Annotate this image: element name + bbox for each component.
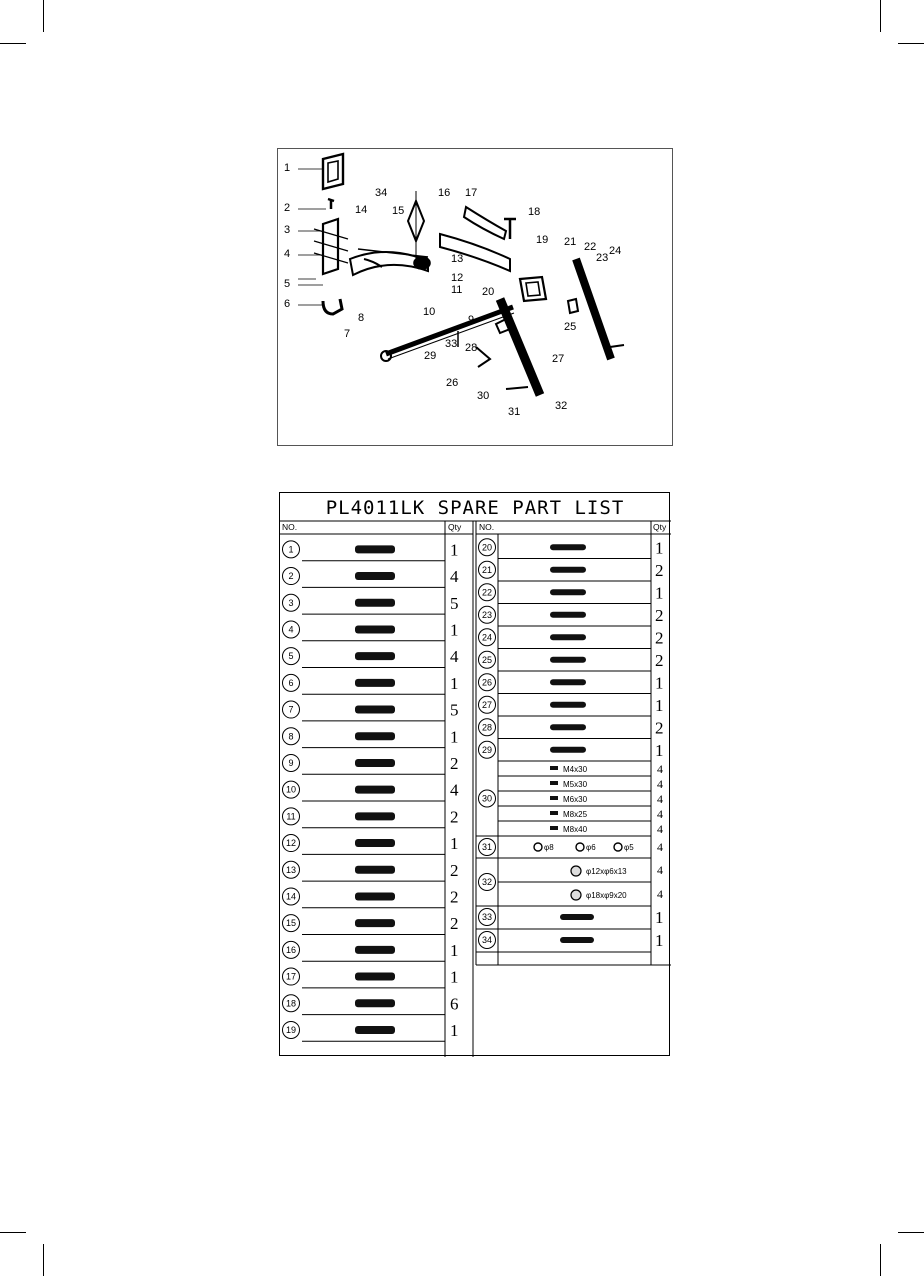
callout-number: 32 — [555, 400, 568, 412]
part-qty: 4 — [450, 647, 459, 667]
bushing-icon — [571, 866, 581, 876]
callout-number: 4 — [284, 248, 291, 260]
bushing-icon — [571, 890, 581, 900]
bushing-spec: φ12xφ6x13 — [586, 867, 627, 876]
part-number: 24 — [481, 632, 493, 643]
part-icon — [355, 892, 395, 900]
screw-icon — [550, 811, 558, 815]
part-qty: 1 — [655, 908, 664, 927]
part-number: 6 — [288, 677, 294, 688]
part-number: 14 — [285, 891, 297, 902]
callout-number: 31 — [508, 406, 521, 418]
part-qty: 2 — [655, 628, 664, 648]
part-icon — [355, 839, 395, 847]
part-row-22 — [479, 583, 664, 602]
part-icon — [355, 679, 395, 687]
part-number: 4 — [288, 624, 294, 635]
washer-qty: 4 — [657, 840, 663, 854]
washer-icon — [614, 843, 622, 851]
part-row-18 — [283, 994, 459, 1013]
part-row-28 — [479, 718, 664, 737]
part-icon — [355, 786, 395, 794]
washer-spec: φ8 — [544, 843, 554, 852]
part-number: 32 — [481, 877, 493, 887]
part-number: 16 — [285, 944, 297, 955]
screw-qty: 4 — [657, 807, 663, 821]
part-qty: 1 — [450, 727, 459, 747]
callout-number: 11 — [451, 284, 463, 296]
part-number: 26 — [481, 677, 493, 688]
part-number: 5 — [288, 651, 294, 662]
callout-number: 24 — [609, 245, 622, 257]
callout-number: 33 — [445, 338, 458, 350]
screw-icon — [550, 766, 558, 770]
part-qty: 2 — [450, 753, 459, 773]
part-row-14 — [283, 887, 459, 906]
header-no: NO. — [479, 522, 495, 532]
part-icon — [550, 724, 586, 730]
part-row-2 — [283, 567, 460, 586]
part-qty: 1 — [655, 538, 664, 558]
crop-mark — [880, 0, 881, 32]
part-icon — [550, 544, 586, 550]
part-number: 18 — [285, 998, 297, 1009]
part-icon — [550, 589, 586, 595]
screw-qty: 4 — [657, 822, 663, 836]
part-number: 17 — [285, 971, 297, 982]
part-row-19 — [283, 1021, 459, 1040]
callout-number: 1 — [284, 162, 291, 174]
part-qty: 5 — [450, 593, 459, 613]
callout-numbers — [284, 162, 621, 418]
part-row-15 — [283, 914, 459, 933]
screw-spec: M4x30 — [563, 765, 588, 774]
part-icon — [355, 572, 395, 580]
part-qty: 2 — [655, 560, 664, 580]
screw-spec: M8x25 — [563, 810, 588, 819]
screw-spec: M8x40 — [563, 825, 588, 834]
part-icon — [355, 1026, 395, 1034]
part-row-11 — [283, 807, 459, 826]
part-qty: 2 — [655, 605, 664, 625]
part-row-10 — [283, 781, 460, 800]
part-number: 29 — [481, 744, 493, 755]
part-icon — [355, 706, 395, 714]
crop-mark — [0, 1232, 26, 1233]
callout-number: 18 — [528, 206, 541, 218]
part-qty: 4 — [450, 780, 459, 800]
part-qty: 1 — [450, 834, 459, 854]
screw-qty: 4 — [657, 762, 663, 776]
screw-qty: 4 — [657, 777, 663, 791]
part-qty: 4 — [450, 567, 459, 587]
screw-icon — [550, 826, 558, 830]
part-row-27 — [479, 696, 664, 715]
part-row-6 — [283, 674, 459, 693]
part-qty: 1 — [450, 673, 459, 693]
part-row-8 — [283, 727, 459, 746]
part-number: 30 — [481, 793, 493, 804]
part-icon — [355, 599, 395, 607]
part-qty: 1 — [450, 940, 459, 960]
crop-mark — [898, 43, 924, 44]
part-qty: 1 — [655, 673, 664, 693]
part-number: 12 — [285, 838, 297, 849]
part-qty: 1 — [655, 740, 664, 760]
part-qty: 1 — [655, 695, 664, 715]
part-row-12 — [283, 834, 459, 853]
screw-icon — [550, 781, 558, 785]
part-row-17 — [283, 968, 459, 987]
callout-number: 14 — [355, 204, 368, 216]
part-icon — [550, 679, 586, 685]
part-number: 2 — [288, 571, 294, 582]
washer-icon — [576, 843, 584, 851]
part-row-16 — [283, 941, 459, 960]
part-number: 27 — [481, 699, 493, 710]
callout-number: 13 — [451, 253, 464, 265]
part-number: 31 — [481, 842, 493, 852]
callout-number: 5 — [284, 278, 291, 290]
part-icon — [355, 946, 395, 954]
part-qty: 1 — [450, 1020, 459, 1040]
part-number: 8 — [288, 731, 294, 742]
callout-number: 15 — [392, 205, 405, 217]
callout-number: 26 — [446, 377, 459, 389]
part-icon — [550, 634, 586, 640]
washer-spec: φ5 — [624, 843, 634, 852]
part-row-5 — [283, 647, 460, 666]
part-row-4 — [283, 620, 459, 639]
part-row-30 — [479, 762, 664, 836]
part-row-25 — [479, 651, 664, 670]
part-qty: 2 — [450, 887, 459, 907]
part-icon — [560, 937, 594, 943]
part-number: 3 — [288, 597, 294, 608]
part-icon — [355, 625, 395, 633]
crop-mark — [880, 1244, 881, 1276]
part-row-3 — [283, 594, 459, 613]
part-list-table — [280, 493, 671, 1057]
part-row-34 — [479, 931, 664, 950]
callout-number: 12 — [451, 272, 464, 284]
part-number: 11 — [286, 811, 296, 822]
part-number: 22 — [481, 587, 493, 598]
callout-number: 16 — [438, 187, 451, 199]
part-icon — [550, 612, 586, 618]
part-number: 9 — [288, 757, 294, 768]
part-qty: 2 — [450, 807, 459, 827]
part-icon — [355, 812, 395, 820]
bushing-qty: 4 — [657, 863, 663, 877]
part-qty: 5 — [450, 700, 459, 720]
part-row-23 — [479, 606, 664, 625]
part-number: 7 — [288, 704, 294, 715]
part-number: 15 — [285, 918, 297, 929]
part-icon — [355, 999, 395, 1007]
part-number: 28 — [481, 722, 493, 733]
screw-icon — [550, 796, 558, 800]
part-row-7 — [283, 701, 459, 720]
spare-part-list — [279, 492, 670, 1056]
callout-number: 19 — [536, 234, 549, 246]
crop-mark — [43, 0, 44, 32]
part-number: 20 — [481, 542, 493, 553]
part-row-33 — [479, 908, 664, 927]
part-icon — [355, 545, 395, 553]
part-qty: 2 — [655, 718, 664, 738]
part-qty: 1 — [450, 620, 459, 640]
callout-number: 6 — [284, 298, 291, 310]
bushing-spec: φ18xφ9x20 — [586, 891, 627, 900]
callout-number: 29 — [424, 350, 437, 362]
part-icon — [355, 919, 395, 927]
washer-icon — [534, 843, 542, 851]
part-qty: 1 — [450, 967, 459, 987]
screw-spec: M5x30 — [563, 780, 588, 789]
header-no: NO. — [282, 522, 298, 532]
callout-number: 30 — [477, 390, 490, 402]
callout-number: 9 — [468, 314, 475, 326]
part-number: 25 — [481, 654, 493, 665]
exploded-diagram — [277, 148, 673, 446]
part-icon — [355, 866, 395, 874]
crop-mark — [43, 1244, 44, 1276]
part-row-21 — [479, 561, 664, 580]
screw-qty: 4 — [657, 792, 663, 806]
callout-number: 17 — [465, 187, 478, 199]
callout-number: 28 — [465, 342, 478, 354]
screw-spec: M6x30 — [563, 795, 588, 804]
part-number: 21 — [481, 564, 493, 575]
callout-number: 22 — [584, 241, 597, 253]
part-icon — [550, 567, 586, 573]
part-icon — [550, 702, 586, 708]
part-number: 13 — [285, 864, 297, 875]
callout-number: 25 — [564, 321, 577, 333]
callout-number: 3 — [284, 224, 291, 236]
part-row-1 — [283, 540, 459, 559]
part-qty: 2 — [655, 650, 664, 670]
part-number: 10 — [285, 784, 297, 795]
header-qty: Qty — [448, 522, 462, 532]
callout-number: 7 — [344, 328, 351, 340]
part-row-9 — [283, 754, 459, 773]
callout-number: 2 — [284, 202, 291, 214]
callout-number: 34 — [375, 187, 388, 199]
part-number: 19 — [285, 1024, 297, 1035]
part-row-24 — [479, 628, 664, 647]
part-icon — [560, 914, 594, 920]
header-qty: Qty — [653, 522, 667, 532]
part-number: 34 — [481, 935, 493, 945]
callout-number: 27 — [552, 353, 565, 365]
callout-number: 23 — [596, 252, 609, 264]
part-icon — [550, 747, 586, 753]
bushing-qty: 4 — [657, 887, 663, 901]
part-qty: 1 — [450, 540, 459, 560]
part-icon — [355, 652, 395, 660]
part-qty: 2 — [450, 860, 459, 880]
part-icon — [355, 759, 395, 767]
callout-number: 21 — [564, 236, 577, 248]
part-list-title: PL4011LK SPARE PART LIST — [325, 497, 625, 519]
part-icon — [355, 973, 395, 981]
part-row-13 — [283, 861, 459, 880]
callout-number: 20 — [482, 286, 495, 298]
part-icon — [550, 657, 586, 663]
crop-mark — [898, 1232, 924, 1233]
part-row-20 — [479, 538, 664, 557]
part-qty: 2 — [450, 914, 459, 934]
part-row-26 — [479, 673, 664, 692]
part-row-29 — [479, 741, 664, 760]
part-icon — [355, 732, 395, 740]
callout-number: 10 — [423, 306, 436, 318]
part-qty: 6 — [450, 994, 459, 1014]
washer-spec: φ6 — [586, 843, 596, 852]
part-number: 33 — [481, 912, 493, 922]
part-number: 1 — [288, 544, 294, 555]
callout-number: 8 — [358, 312, 365, 324]
part-row-31 — [479, 839, 664, 856]
part-qty: 1 — [655, 931, 664, 950]
exploded-view-drawing — [278, 149, 674, 447]
crop-mark — [0, 43, 26, 44]
part-number: 23 — [481, 609, 493, 620]
part-qty: 1 — [655, 583, 664, 603]
